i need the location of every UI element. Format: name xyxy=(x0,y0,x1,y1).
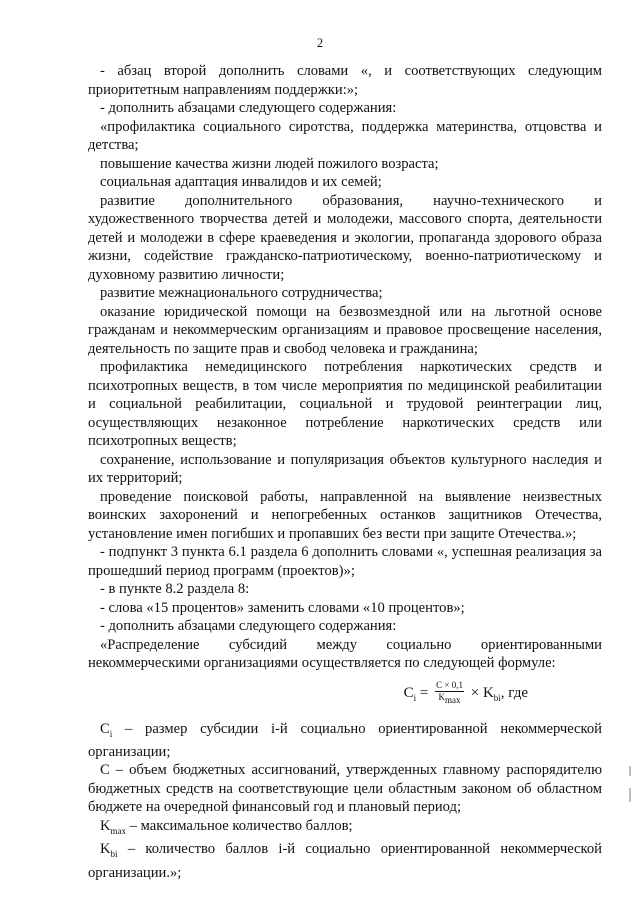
formula-equals: = xyxy=(419,684,429,701)
paragraph: социальная адаптация инвалидов и их семей; xyxy=(100,174,382,190)
paragraph: «профилактика социального сиротства, поддержка материнства, отцовства и детства; xyxy=(88,118,602,153)
definition-text: – количество баллов i-й социально ориентированной некоммерческой организации.»; xyxy=(88,841,602,881)
page-number: 2 xyxy=(316,36,324,50)
formula-fraction xyxy=(435,680,464,706)
paragraph: - абзац второй дополнить словами «, и соответствующих следующим приоритетным направлениям поддержки:»; xyxy=(88,63,602,98)
paragraph: - дополнить абзацами следующего содержания: xyxy=(100,618,397,634)
paragraph: - дополнить абзацами следующего содержания: xyxy=(100,100,397,116)
definition-subscript: i xyxy=(109,728,113,739)
subsidy-formula xyxy=(88,679,602,712)
paragraph: повышение качества жизни людей пожилого возраста; xyxy=(100,155,439,172)
definition-ci xyxy=(88,720,602,762)
formula-lhs: C xyxy=(403,684,414,701)
scan-margin-mark xyxy=(629,788,631,802)
paragraph: развитие межнационального сотрудничества; xyxy=(100,285,383,301)
paragraph: - слова «15 процентов» заменить словами «10 процентов»; xyxy=(100,599,465,616)
definition-kmax xyxy=(88,817,602,840)
formula-denominator-main: K xyxy=(438,692,446,703)
definition-symbol: K xyxy=(100,817,111,834)
paragraph: сохранение, использование и популяризация объектов культурного наследия и их территорий; xyxy=(88,451,602,486)
definition-symbol: K xyxy=(100,841,111,858)
document-body xyxy=(88,62,602,882)
paragraph: - в пункте 8.2 раздела 8: xyxy=(100,581,250,597)
definition-text: – максимальное количество баллов; xyxy=(126,817,353,834)
paragraph: оказание юридической помощи на безвозмездной или на льготной основе гражданам и некоммерческим организациям и правовое просвещение населения, деятельность по защите прав и свобод человека и гражданина; xyxy=(88,303,602,357)
formula-numerator: C × 0,1 xyxy=(436,680,463,691)
definition-subscript: bi xyxy=(110,849,118,860)
definition-kbi xyxy=(88,840,602,882)
paragraph: проведение поисковой работы, направленной на выявление неизвестных воинских захоронений и непогребенных останков защитников Отечества, установление имен погибших и пропавших без вести при защите Отечества.»; xyxy=(88,488,602,542)
formula-times: × xyxy=(470,684,480,701)
paragraph: развитие дополнительного образования, научно-технического и художественного творчества детей и молодежи, массового спорта, деятельности детей и молодежи в сфере краеведения и экологии, пропаганда здорового образа жизни, содействие гражданско-патриотическому, военно-патриотическому и духовному развитию личности; xyxy=(88,192,602,283)
definition-text: – размер субсидии i-й социально ориентированной некоммерческой организации; xyxy=(88,720,602,760)
definition-subscript: max xyxy=(110,825,127,836)
formula-tail: , где xyxy=(500,684,528,701)
formula-lhs-subscript: i xyxy=(413,692,417,703)
paragraph: «Распределение субсидий между социально ориентированными некоммерческими организациями осуществляется по следующей формуле: xyxy=(88,636,602,671)
paragraph: профилактика немедицинского потребления наркотических средств и психотропных веществ, в том числе мероприятия по медицинской реабилитации и социальной реабилитации, социальной и трудовой реинтеграции лиц, осуществляющих незаконное потребление наркотических средств или психотропных веществ; xyxy=(88,359,602,449)
scan-margin-mark xyxy=(629,766,631,776)
formula-denominator xyxy=(435,692,464,706)
definition-symbol: C xyxy=(100,720,110,737)
definition-text: С – объем бюджетных ассигнований, утвержденных главному распорядителю бюджетных средств на соответствующие цели областным законом об областном бюджете на очередной финансовый год и плановый период; xyxy=(88,762,602,816)
paragraph: - подпункт 3 пункта 6.1 раздела 6 дополнить словами «, успешная реализация за прошедший период программ (проектов)»; xyxy=(88,544,602,579)
definition-c xyxy=(88,761,602,817)
formula-factor-subscript: bi xyxy=(493,692,501,703)
formula-factor: K xyxy=(482,684,494,701)
formula-denominator-subscript: max xyxy=(445,694,461,705)
